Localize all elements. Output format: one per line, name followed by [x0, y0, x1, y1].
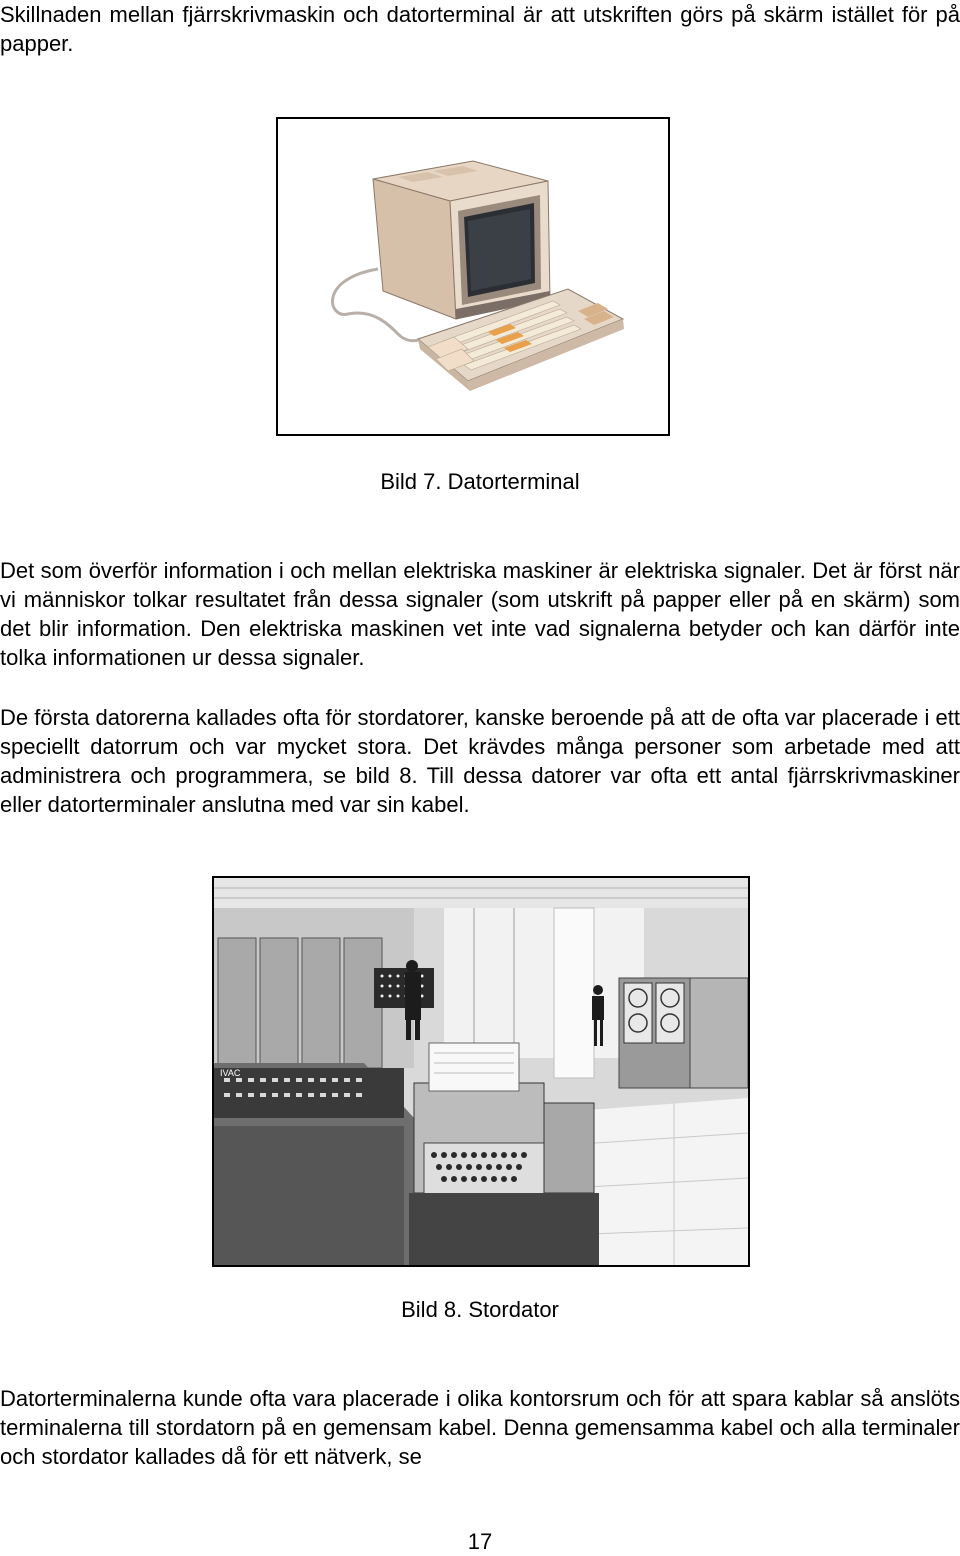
terminal-photo [276, 117, 670, 436]
paragraph-signals: Det som överför information i och mellan elektriska maskiner är elektriska signaler. Det är först när vi människor tolkar resultatet från dessa signaler (som utskrift på papper eller på en skärm) som det blir information. Den elektriska maskinen vet inte vad signalerna betyder och kan därför inte tolka informationen ur dessa signaler. [0, 558, 960, 670]
mainframe-illustration [214, 878, 748, 1265]
paragraph-terminals-network: Datorterminalerna kunde ofta vara placerade i olika kontorsrum och för att spara kablar så anslöts terminalerna till stordatorn på en gemensam kabel. Denna gemensamma kabel och alla terminaler och stordator kallades då för ett nätverk, se [0, 1386, 960, 1469]
terminal-illustration [278, 119, 668, 434]
mainframe-photo [212, 876, 750, 1267]
console-label: IVAC [220, 1068, 241, 1078]
page-number: 17 [467, 1529, 493, 1554]
intro-paragraph: Skillnaden mellan fjärrskrivmaskin och datorterminal är att utskriften görs på skärm istället för på papper. [0, 2, 960, 56]
paragraph-mainframes: De första datorerna kallades ofta för stordatorer, kanske beroende på att de ofta var placerade i ett speciellt datorrum och var mycket stora. Det krävdes många personer som arbetade med att administrera och programmera, se bild 8. Till dessa datorer var ofta ett antal fjärrskrivmaskiner eller datorterminaler anslutna med var sin kabel. [0, 705, 960, 817]
figure-7-caption: Bild 7. Datorterminal [380, 469, 580, 494]
figure-8-caption: Bild 8. Stordator [401, 1297, 559, 1322]
